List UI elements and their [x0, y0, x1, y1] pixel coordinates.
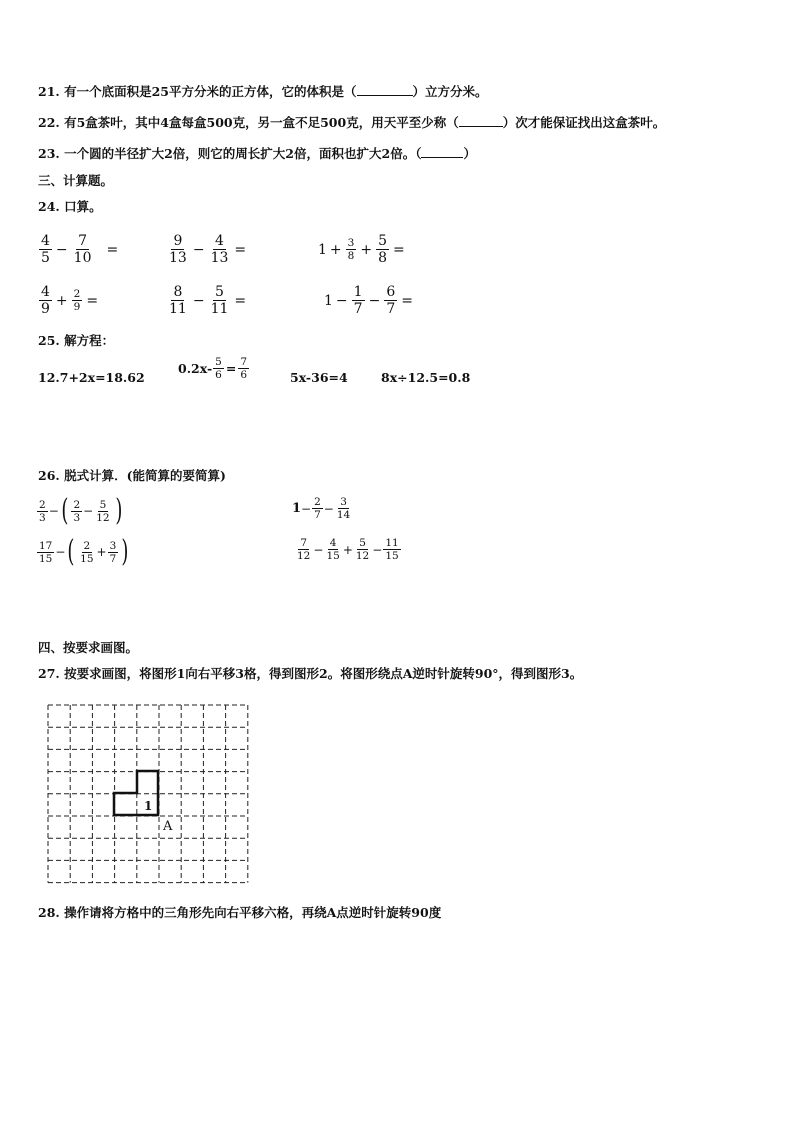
oral-calc-4 [38, 284, 101, 317]
question-text: ） [463, 146, 476, 161]
plus-sign: + [360, 241, 373, 258]
question-text: ）立方分米。 [412, 84, 488, 99]
equation-4: 8x÷12.5=0.8 [381, 370, 471, 385]
question-23 [38, 146, 476, 162]
minus-sign: − [323, 501, 334, 516]
whole-number: 1 [292, 501, 302, 516]
equals-sign: = [225, 361, 237, 376]
minus-sign: − [192, 241, 205, 258]
fraction: $\frac{4}{13}$ [210, 233, 229, 266]
fraction: $\frac{2}{3}$ [73, 498, 81, 524]
fraction: $\frac{2}{9}$ [73, 288, 81, 313]
fraction: $\frac{5}{11}$ [210, 284, 229, 317]
plus-sign: + [329, 241, 342, 258]
question-number: 22. [38, 115, 60, 130]
question-text: 一个圆的半径扩大2倍，则它的周长扩大2倍，面积也扩大2倍。（ [64, 146, 422, 161]
fraction: $\frac{1}{7}$ [353, 284, 363, 317]
fraction: $\frac{5}{12}$ [355, 537, 370, 562]
oral-calc-5 [166, 284, 249, 317]
calc-expression-1: $\frac{2}{3}$ − ( $\frac{2}{3}$ − $\frac{5}{12}$ ) [39, 493, 122, 528]
minus-sign: − [335, 292, 348, 309]
answer-blank[interactable] [421, 146, 463, 158]
equals-sign: = [393, 241, 405, 258]
fraction: $\frac{17}{15}$ [39, 539, 53, 565]
oral-calc-2 [166, 233, 249, 266]
equals-sign: = [234, 241, 247, 258]
fraction: $\frac{4}{5}$ [41, 233, 50, 266]
answer-blank[interactable] [459, 115, 503, 127]
equation-2 [178, 356, 250, 381]
calc-expression-4 [294, 537, 402, 562]
plus-sign: + [55, 292, 68, 309]
oral-calc-6 [324, 284, 416, 317]
fraction: $\frac{5}{12}$ [96, 498, 110, 524]
question-28-title: 28. 操作请将方格中的三角形先向右平移六格，再绕A点逆时针旋转90度 [38, 905, 442, 920]
plus-sign: + [96, 545, 107, 559]
fraction: $\frac{3}{14}$ [336, 496, 351, 521]
question-24-title: 24. 口算。 [38, 199, 102, 214]
question-text: 有一个底面积是25平方分米的正方体，它的体积是（ [64, 84, 357, 99]
plus-sign: + [342, 542, 353, 557]
minus-sign: − [301, 501, 312, 516]
equation-3: 5x-36=4 [290, 370, 348, 385]
equals-sign: = [86, 292, 99, 309]
fraction: $\frac{7}{10}$ [73, 233, 92, 266]
whole-number: 1 [318, 241, 327, 258]
question-21 [38, 84, 488, 100]
minus-sign: − [368, 292, 381, 309]
fraction: $\frac{8}{11}$ [169, 284, 187, 317]
fraction: $\frac{2}{7}$ [314, 496, 321, 521]
section-heading-3: 三、计算题。 [38, 173, 114, 188]
minus-sign: − [55, 241, 68, 258]
fraction: $\frac{2}{15}$ [80, 539, 94, 565]
fraction: $\frac{4}{9}$ [41, 284, 50, 317]
equation-text: 0.2x- [178, 361, 213, 376]
fraction: $\frac{7}{6}$ [240, 356, 248, 381]
figure-1-label: 1 [144, 799, 153, 813]
question-text: ）次才能保证找出这盒茶叶。 [502, 115, 666, 130]
fraction: $\frac{11}{15}$ [385, 537, 399, 562]
fraction: $\frac{7}{12}$ [297, 537, 311, 562]
minus-sign: − [83, 504, 94, 518]
equals-sign: = [234, 292, 247, 309]
calc-expression-2 [292, 496, 353, 521]
fraction: $\frac{2}{3}$ [39, 498, 46, 524]
question-25-title: 25. 解方程： [38, 333, 115, 348]
fraction: $\frac{5}{8}$ [378, 233, 387, 266]
drawing-grid[interactable] [47, 704, 249, 884]
question-text: 有5盒茶叶，其中4盒每盒500克，另一盒不足500克，用天平至少称（ [64, 115, 459, 130]
answer-blank[interactable] [357, 84, 413, 96]
minus-sign: − [55, 545, 66, 559]
question-27-title: 27. 按要求画图，将图形1向右平移3格，得到图形2。将图形绕点A逆时针旋转90°，得到图形3。 [38, 666, 583, 681]
question-number: 21. [38, 84, 60, 99]
oral-calc-1 [38, 233, 121, 266]
fraction: $\frac{5}{6}$ [215, 356, 222, 381]
whole-number: 1 [324, 292, 333, 309]
minus-sign: − [372, 542, 383, 557]
equation-1: 12.7+2x=18.62 [38, 370, 145, 385]
minus-sign: − [192, 292, 205, 309]
question-number: 23. [38, 146, 60, 161]
question-26-title: 26. 脱式计算．(能简算的要简算) [38, 468, 226, 483]
section-heading-4: 四、按要求画图。 [38, 640, 139, 655]
minus-sign: − [48, 504, 59, 518]
equals-sign: = [106, 241, 119, 258]
fraction: $\frac{9}{13}$ [169, 233, 187, 266]
question-22 [38, 115, 665, 131]
fraction: $\frac{3}{7}$ [109, 539, 117, 565]
fraction: $\frac{4}{15}$ [326, 537, 340, 562]
oral-calc-3 [318, 233, 408, 266]
minus-sign: − [313, 542, 324, 557]
fraction: $\frac{3}{8}$ [347, 237, 355, 262]
calc-expression-3: $\frac{17}{15}$ − ( $\frac{2}{15}$ + $\frac{3}{7}$ ) [39, 534, 129, 569]
point-a-label: A [163, 819, 173, 834]
fraction: $\frac{6}{7}$ [386, 284, 396, 317]
equals-sign: = [401, 292, 413, 309]
